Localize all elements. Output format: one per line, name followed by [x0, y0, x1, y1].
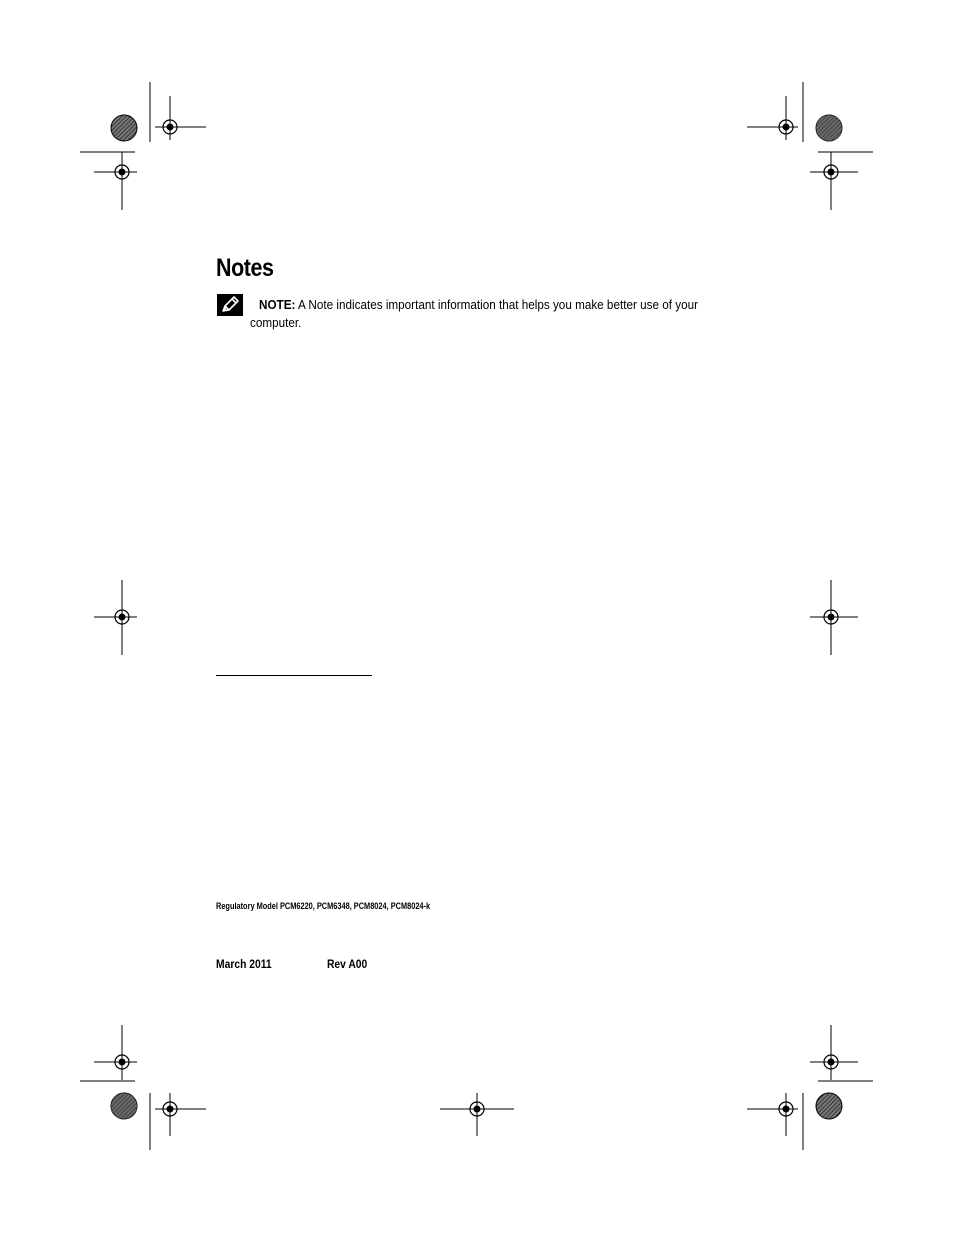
page-title: Notes	[216, 254, 274, 282]
crop-mark-top-left	[80, 82, 206, 210]
publication-info	[216, 957, 368, 971]
note-paragraph	[250, 296, 718, 332]
revision-label: Rev A00	[326, 957, 368, 971]
crop-mark-bottom-left	[80, 1025, 206, 1150]
publication-date: March 2011	[216, 957, 272, 971]
crop-mark-bottom-center	[440, 1093, 514, 1136]
section-divider	[216, 675, 372, 676]
pencil-note-icon	[217, 294, 243, 316]
starburst-target-icon	[816, 115, 842, 141]
note-body: A Note indicates important information that helps you make better use of your computer.	[250, 297, 698, 330]
crop-mark-top-right	[747, 82, 873, 210]
note-label: NOTE:	[259, 297, 296, 312]
crop-mark-bottom-right	[747, 1025, 873, 1150]
starburst-target-icon	[111, 1093, 137, 1119]
starburst-target-icon	[111, 115, 137, 141]
regulatory-model-line: Regulatory Model PCM6220, PCM6348, PCM8024, PCM8024-k	[216, 901, 431, 911]
starburst-target-icon	[816, 1093, 842, 1119]
